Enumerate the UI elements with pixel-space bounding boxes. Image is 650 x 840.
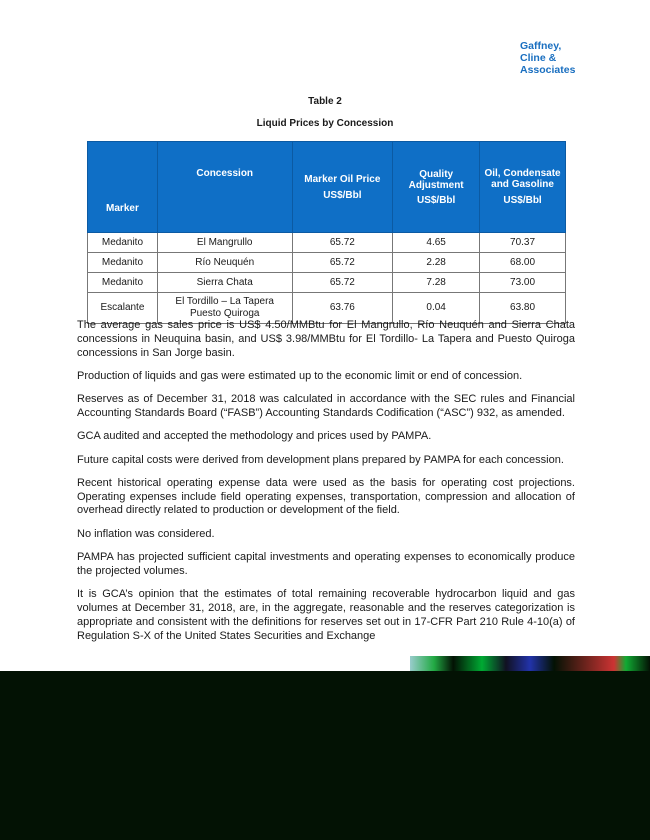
table-cell: Río Neuquén [157, 253, 292, 273]
table-cell: Sierra Chata [157, 273, 292, 293]
header-oil-condensate: Oil, Condensate and Gasoline US$/Bbl [480, 142, 566, 233]
paragraph: Reserves as of December 31, 2018 was calculated in accordance with the SEC rules and Financial Accounting Standards Board (“FASB”) Accounting Standards Codification (“ASC”) 932, as amended. [77, 393, 575, 419]
body-text [77, 319, 575, 653]
header-marker: Marker [88, 142, 158, 233]
logo-line: Cline & [520, 52, 557, 64]
paragraph: PAMPA has projected sufficient capital investments and operating expenses to economically produce the projected volumes. [77, 551, 575, 577]
table-cell: El Tordillo – La Tapera Puesto Quiroga [157, 293, 292, 324]
paragraph: Recent historical operating expense data were used as the basis for operating cost projections. Operating expenses include field operating expenses, transportation, compression and allocation of overhead directly related to production or development of the field. [77, 476, 575, 517]
table-cell: 7.28 [393, 273, 480, 293]
table-cell: Medanito [88, 233, 158, 253]
render-glitch-block [0, 671, 650, 840]
header-concession: Concession [157, 142, 292, 233]
paragraph: The average gas sales price is US$ 4.50/MMBtu for El Mangrullo, Río Neuquén and Sierra Chata concessions in Neuquina basin, and US$ 3.98/MMBtu for El Tordillo- La Tapera and Puesto Quiroga concessions in San Jorge basin. [77, 319, 575, 359]
table-cell: 65.72 [292, 233, 393, 253]
table-cell: 2.28 [393, 253, 480, 273]
paragraph: Future capital costs were derived from development plans prepared by PAMPA for each concession. [77, 453, 564, 466]
company-logo [520, 40, 575, 76]
table-cell: 63.76 [292, 293, 393, 324]
logo-line: Associates [520, 64, 576, 76]
logo-line: Gaffney, [520, 40, 562, 52]
table-cell: 4.65 [393, 233, 480, 253]
paragraph: GCA audited and accepted the methodology and prices used by PAMPA. [77, 430, 432, 443]
table-cell: Escalante [88, 293, 158, 324]
header-quality-adjustment: Quality Adjustment US$/Bbl [393, 142, 480, 233]
table-cell: Medanito [88, 253, 158, 273]
render-glitch [410, 656, 650, 672]
table-cell: 65.72 [292, 253, 393, 273]
paragraph: Production of liquids and gas were estimated up to the economic limit or end of concession. [77, 369, 523, 382]
liquid-prices-table [87, 141, 566, 324]
table-row [88, 233, 566, 253]
table-cell: 65.72 [292, 273, 393, 293]
table-title: Table 2 [308, 96, 342, 107]
header-marker-oil-price: Marker Oil Price US$/Bbl [292, 142, 393, 233]
table-row [88, 253, 566, 273]
table-cell: 68.00 [480, 253, 566, 273]
table-header-row [88, 142, 566, 233]
table-cell: 73.00 [480, 273, 566, 293]
table-row [88, 273, 566, 293]
table-cell: Medanito [88, 273, 158, 293]
table-cell: 63.80 [480, 293, 566, 324]
table-cell: El Mangrullo [157, 233, 292, 253]
paragraph: No inflation was considered. [77, 527, 215, 540]
table-cell: 0.04 [393, 293, 480, 324]
paragraph: It is GCA’s opinion that the estimates of total remaining recoverable hydrocarbon liquid and gas volumes at December 31, 2018, are, in the aggregate, reasonable and the reserves categorization is appropriate and consistent with the definitions for reserves set out in 17-CFR Part 210 Rule 4-10(a) of Regulation S-X of the United States Securities and Exchange [77, 588, 575, 642]
table-cell: 70.37 [480, 233, 566, 253]
table-subtitle: Liquid Prices by Concession [256, 118, 394, 129]
